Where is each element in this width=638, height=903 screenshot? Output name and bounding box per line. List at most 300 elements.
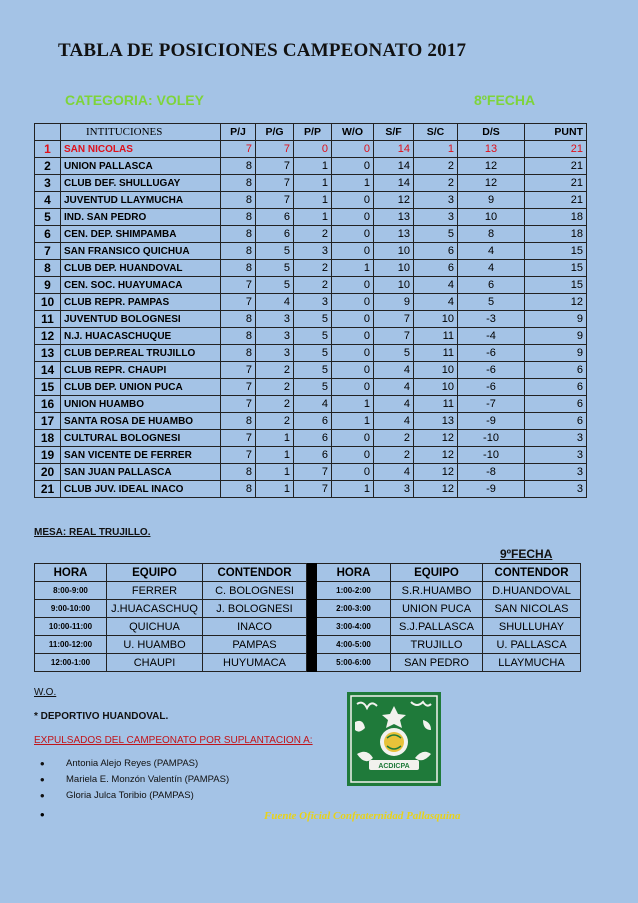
cell-rank: 10	[35, 294, 61, 311]
cell-h2: 2:00-3:00	[317, 600, 391, 618]
cell-name: CLUB JUV. IDEAL INACO	[61, 481, 221, 498]
cell-sc: 4	[414, 277, 458, 294]
logo-text: ACDICPA	[378, 763, 410, 770]
cell-sf: 4	[374, 413, 414, 430]
cell-pj: 7	[221, 379, 256, 396]
cell-sc: 1	[414, 141, 458, 158]
table-row	[35, 345, 587, 362]
header-wo: W/O	[332, 124, 374, 141]
cell-pg: 1	[256, 464, 294, 481]
cell-c1: HUYUMACA	[203, 654, 307, 672]
cell-wo: 0	[332, 192, 374, 209]
cell-sf: 4	[374, 362, 414, 379]
cell-wo: 0	[332, 345, 374, 362]
cell-pj: 7	[221, 277, 256, 294]
cell-wo: 0	[332, 447, 374, 464]
cell-ds: 13	[458, 141, 525, 158]
cell-name: UNION PALLASCA	[61, 158, 221, 175]
cell-h1: 9:00-10:00	[35, 600, 107, 618]
table-row	[35, 158, 587, 175]
cell-rank: 11	[35, 311, 61, 328]
table-row	[35, 175, 587, 192]
cell-pj: 8	[221, 243, 256, 260]
mesa-note: MESA: REAL TRUJILLO.	[34, 527, 151, 538]
cell-pj: 8	[221, 226, 256, 243]
cell-pg: 2	[256, 362, 294, 379]
cell-pts: 15	[525, 243, 587, 260]
cell-sc: 12	[414, 430, 458, 447]
cell-ds: -9	[458, 481, 525, 498]
cell-rank: 15	[35, 379, 61, 396]
cell-pts: 3	[525, 481, 587, 498]
cell-h1: 8:00-9:00	[35, 582, 107, 600]
cell-name: CEN. SOC. HUAYUMACA	[61, 277, 221, 294]
cell-c2: D.HUANDOVAL	[483, 582, 581, 600]
cell-sc: 2	[414, 175, 458, 192]
cell-pg: 7	[256, 175, 294, 192]
cell-h2: 3:00-4:00	[317, 618, 391, 636]
schedule-header-equipo: EQUIPO	[107, 564, 203, 582]
cell-wo: 0	[332, 209, 374, 226]
cell-sc: 11	[414, 328, 458, 345]
table-row	[35, 464, 587, 481]
cell-rank: 13	[35, 345, 61, 362]
cell-pts: 3	[525, 464, 587, 481]
cell-pts: 12	[525, 294, 587, 311]
cell-pj: 7	[221, 294, 256, 311]
acdicpa-logo	[347, 692, 441, 786]
cell-wo: 0	[332, 311, 374, 328]
cell-pj: 7	[221, 141, 256, 158]
cell-e1: U. HUAMBO	[107, 636, 203, 654]
cell-pp: 6	[294, 430, 332, 447]
cell-pj: 7	[221, 430, 256, 447]
cell-pts: 9	[525, 345, 587, 362]
cell-pg: 1	[256, 447, 294, 464]
cell-name: SAN FRANSICO QUICHUA	[61, 243, 221, 260]
cell-pg: 2	[256, 379, 294, 396]
cell-h1: 12:00-1:00	[35, 654, 107, 672]
cell-pg: 2	[256, 413, 294, 430]
cell-c2: LLAYMUCHA	[483, 654, 581, 672]
cell-pg: 6	[256, 226, 294, 243]
cell-rank: 9	[35, 277, 61, 294]
cell-rank: 12	[35, 328, 61, 345]
cell-name: CLUB DEF. SHULLUGAY	[61, 175, 221, 192]
cell-wo: 1	[332, 260, 374, 277]
cell-pp: 5	[294, 328, 332, 345]
cell-c1: INACO	[203, 618, 307, 636]
cell-rank: 3	[35, 175, 61, 192]
cell-name: CLUB REPR. CHAUPI	[61, 362, 221, 379]
cell-pj: 8	[221, 158, 256, 175]
cell-sc: 13	[414, 413, 458, 430]
cell-sf: 2	[374, 430, 414, 447]
cell-pts: 21	[525, 141, 587, 158]
header-sf: S/F	[374, 124, 414, 141]
cell-sc: 12	[414, 464, 458, 481]
cell-sc: 2	[414, 158, 458, 175]
cell-pg: 3	[256, 311, 294, 328]
cell-pp: 3	[294, 294, 332, 311]
table-row	[35, 413, 587, 430]
source-note: Fuente Oficial Confraternidad Pallasquina	[264, 810, 461, 822]
cell-pp: 1	[294, 209, 332, 226]
cell-sc: 10	[414, 379, 458, 396]
cell-ds: -9	[458, 413, 525, 430]
cell-wo: 0	[332, 277, 374, 294]
table-row	[35, 277, 587, 294]
cell-name: SANTA ROSA DE HUAMBO	[61, 413, 221, 430]
cell-sc: 6	[414, 260, 458, 277]
cell-wo: 0	[332, 362, 374, 379]
cell-e2: TRUJILLO	[391, 636, 483, 654]
cell-pg: 7	[256, 141, 294, 158]
cell-pj: 8	[221, 311, 256, 328]
schedule-separator	[307, 564, 317, 582]
cell-ds: -6	[458, 362, 525, 379]
cell-name: IND. SAN PEDRO	[61, 209, 221, 226]
schedule-table	[34, 563, 581, 672]
cell-pts: 3	[525, 430, 587, 447]
schedule-separator	[307, 600, 317, 618]
cell-pg: 5	[256, 260, 294, 277]
cell-sf: 12	[374, 192, 414, 209]
wo-label: W.O.	[34, 687, 57, 698]
cell-sc: 3	[414, 209, 458, 226]
cell-pj: 8	[221, 175, 256, 192]
cell-pts: 18	[525, 209, 587, 226]
cell-sc: 3	[414, 192, 458, 209]
cell-sf: 4	[374, 464, 414, 481]
cell-pj: 7	[221, 396, 256, 413]
cell-pts: 6	[525, 413, 587, 430]
table-row	[35, 243, 587, 260]
cell-wo: 0	[332, 243, 374, 260]
cell-pj: 7	[221, 362, 256, 379]
cell-pp: 1	[294, 158, 332, 175]
bullet-icon: •	[40, 807, 45, 822]
cell-ds: -10	[458, 447, 525, 464]
table-row	[35, 600, 581, 618]
cell-wo: 0	[332, 294, 374, 311]
expelled-list	[34, 758, 229, 806]
cell-wo: 1	[332, 396, 374, 413]
cell-pp: 0	[294, 141, 332, 158]
wo-team: * DEPORTIVO HUANDOVAL.	[34, 711, 169, 722]
cell-ds: 9	[458, 192, 525, 209]
cell-pp: 2	[294, 260, 332, 277]
cell-name: SAN VICENTE DE FERRER	[61, 447, 221, 464]
cell-pp: 6	[294, 413, 332, 430]
cell-pj: 8	[221, 464, 256, 481]
cell-sf: 14	[374, 175, 414, 192]
cell-pts: 9	[525, 328, 587, 345]
cell-sf: 13	[374, 209, 414, 226]
cell-ds: 10	[458, 209, 525, 226]
cell-pp: 5	[294, 345, 332, 362]
cell-ds: -10	[458, 430, 525, 447]
cell-pj: 8	[221, 481, 256, 498]
cell-e2: S.J.PALLASCA	[391, 618, 483, 636]
cell-pg: 7	[256, 158, 294, 175]
header-ds: D/S	[458, 124, 525, 141]
cell-h1: 10:00-11:00	[35, 618, 107, 636]
cell-wo: 0	[332, 141, 374, 158]
cell-pp: 2	[294, 226, 332, 243]
cell-ds: 12	[458, 158, 525, 175]
cell-rank: 20	[35, 464, 61, 481]
cell-sf: 10	[374, 260, 414, 277]
cell-c2: SHULLUHAY	[483, 618, 581, 636]
table-row	[35, 192, 587, 209]
cell-pg: 2	[256, 396, 294, 413]
table-row	[35, 362, 587, 379]
cell-pp: 2	[294, 277, 332, 294]
cell-pts: 6	[525, 379, 587, 396]
table-row	[35, 481, 587, 498]
cell-pts: 21	[525, 192, 587, 209]
schedule-separator	[307, 582, 317, 600]
cell-e1: CHAUPI	[107, 654, 203, 672]
header-institutions: INTITUCIONES	[61, 124, 221, 141]
cell-wo: 0	[332, 464, 374, 481]
cell-sf: 14	[374, 158, 414, 175]
cell-ds: 8	[458, 226, 525, 243]
cell-wo: 0	[332, 158, 374, 175]
cell-e1: FERRER	[107, 582, 203, 600]
cell-h1: 11:00-12:00	[35, 636, 107, 654]
cell-sc: 5	[414, 226, 458, 243]
schedule-header-hora-2: HORA	[317, 564, 391, 582]
cell-ds: -6	[458, 379, 525, 396]
cell-rank: 4	[35, 192, 61, 209]
cell-pg: 5	[256, 277, 294, 294]
schedule-separator	[307, 654, 317, 672]
cell-pp: 6	[294, 447, 332, 464]
cell-rank: 7	[35, 243, 61, 260]
cell-sc: 11	[414, 345, 458, 362]
cell-wo: 0	[332, 379, 374, 396]
cell-rank: 21	[35, 481, 61, 498]
cell-name: SAN JUAN PALLASCA	[61, 464, 221, 481]
cell-pp: 5	[294, 379, 332, 396]
table-row	[35, 294, 587, 311]
cell-sf: 9	[374, 294, 414, 311]
header-points: PUNT	[525, 124, 587, 141]
cell-pj: 7	[221, 447, 256, 464]
list-item: • Gloria Julca Toribio (PAMPAS)	[34, 790, 229, 806]
cell-rank: 16	[35, 396, 61, 413]
cell-e1: J.HUACASCHUQ	[107, 600, 203, 618]
cell-sc: 6	[414, 243, 458, 260]
table-row	[35, 396, 587, 413]
category-label: CATEGORIA: VOLEY	[65, 92, 204, 108]
cell-sc: 12	[414, 447, 458, 464]
cell-name: CULTURAL BOLOGNESI	[61, 430, 221, 447]
cell-pts: 21	[525, 175, 587, 192]
cell-sc: 10	[414, 362, 458, 379]
table-row	[35, 582, 581, 600]
cell-sf: 5	[374, 345, 414, 362]
cell-pg: 7	[256, 192, 294, 209]
cell-e2: SAN PEDRO	[391, 654, 483, 672]
table-row	[35, 226, 587, 243]
cell-e2: S.R.HUAMBO	[391, 582, 483, 600]
cell-pj: 8	[221, 328, 256, 345]
cell-wo: 1	[332, 413, 374, 430]
cell-ds: 12	[458, 175, 525, 192]
cell-sf: 10	[374, 277, 414, 294]
cell-sc: 12	[414, 481, 458, 498]
cell-pg: 3	[256, 345, 294, 362]
cell-name: CLUB REPR. PAMPAS	[61, 294, 221, 311]
cell-pj: 8	[221, 260, 256, 277]
schedule-header-hora: HORA	[35, 564, 107, 582]
cell-pj: 8	[221, 413, 256, 430]
table-row	[35, 447, 587, 464]
schedule-header-equipo-2: EQUIPO	[391, 564, 483, 582]
cell-rank: 17	[35, 413, 61, 430]
cell-rank: 8	[35, 260, 61, 277]
cell-e1: QUICHUA	[107, 618, 203, 636]
fecha-label: 8ºFECHA	[474, 92, 536, 108]
cell-sf: 4	[374, 379, 414, 396]
cell-pp: 4	[294, 396, 332, 413]
expelled-title: EXPULSADOS DEL CAMPEONATO POR SUPLANTACION A:	[34, 735, 313, 746]
cell-pp: 5	[294, 362, 332, 379]
table-row	[35, 379, 587, 396]
cell-sf: 2	[374, 447, 414, 464]
cell-rank: 18	[35, 430, 61, 447]
cell-h2: 1:00-2:00	[317, 582, 391, 600]
cell-c2: SAN NICOLAS	[483, 600, 581, 618]
cell-h2: 5:00-6:00	[317, 654, 391, 672]
cell-ds: 5	[458, 294, 525, 311]
table-row	[35, 654, 581, 672]
cell-rank: 6	[35, 226, 61, 243]
table-row	[35, 311, 587, 328]
cell-pp: 1	[294, 192, 332, 209]
cell-pts: 9	[525, 311, 587, 328]
table-row	[35, 209, 587, 226]
schedule-separator	[307, 618, 317, 636]
cell-ds: -3	[458, 311, 525, 328]
table-row	[35, 618, 581, 636]
cell-name: CLUB DEP. UNION PUCA	[61, 379, 221, 396]
cell-wo: 1	[332, 481, 374, 498]
cell-h2: 4:00-5:00	[317, 636, 391, 654]
cell-pts: 15	[525, 277, 587, 294]
cell-pts: 21	[525, 158, 587, 175]
cell-sf: 7	[374, 328, 414, 345]
cell-c1: PAMPAS	[203, 636, 307, 654]
standings-table	[34, 123, 587, 498]
page-title: TABLA DE POSICIONES CAMPEONATO 2017	[58, 40, 467, 61]
cell-c2: U. PALLASCA	[483, 636, 581, 654]
cell-wo: 0	[332, 226, 374, 243]
cell-sc: 10	[414, 311, 458, 328]
cell-pts: 15	[525, 260, 587, 277]
cell-rank: 5	[35, 209, 61, 226]
cell-sc: 11	[414, 396, 458, 413]
schedule-header-contendor: CONTENDOR	[203, 564, 307, 582]
cell-ds: -8	[458, 464, 525, 481]
cell-wo: 0	[332, 430, 374, 447]
cell-sc: 4	[414, 294, 458, 311]
cell-pj: 8	[221, 192, 256, 209]
schedule-header-contendor-2: CONTENDOR	[483, 564, 581, 582]
cell-name: JUVENTUD BOLOGNESI	[61, 311, 221, 328]
cell-name: UNION HUAMBO	[61, 396, 221, 413]
cell-ds: -7	[458, 396, 525, 413]
cell-pg: 4	[256, 294, 294, 311]
cell-pp: 5	[294, 311, 332, 328]
cell-name: CLUB DEP.REAL TRUJILLO	[61, 345, 221, 362]
header-sc: S/C	[414, 124, 458, 141]
table-row	[35, 328, 587, 345]
cell-e2: UNION PUCA	[391, 600, 483, 618]
cell-pj: 8	[221, 209, 256, 226]
cell-ds: 6	[458, 277, 525, 294]
cell-sf: 10	[374, 243, 414, 260]
schedule-header-row	[35, 564, 581, 582]
table-row	[35, 430, 587, 447]
schedule-separator	[307, 636, 317, 654]
cell-rank: 14	[35, 362, 61, 379]
rank-header	[35, 124, 61, 141]
cell-name: N.J. HUACASCHUQUE	[61, 328, 221, 345]
cell-pp: 7	[294, 481, 332, 498]
list-item: • Antonia Alejo Reyes (PAMPAS)	[34, 758, 229, 774]
cell-ds: -6	[458, 345, 525, 362]
header-pg: P/G	[256, 124, 294, 141]
table-row	[35, 636, 581, 654]
cell-pts: 18	[525, 226, 587, 243]
cell-pts: 6	[525, 362, 587, 379]
cell-ds: 4	[458, 260, 525, 277]
cell-pp: 7	[294, 464, 332, 481]
header-pp: P/P	[294, 124, 332, 141]
cell-pg: 3	[256, 328, 294, 345]
cell-sf: 4	[374, 396, 414, 413]
cell-ds: 4	[458, 243, 525, 260]
cell-pts: 3	[525, 447, 587, 464]
cell-name: CEN. DEP. SHIMPAMBA	[61, 226, 221, 243]
cell-sf: 3	[374, 481, 414, 498]
cell-pp: 1	[294, 175, 332, 192]
cell-sf: 7	[374, 311, 414, 328]
cell-name: JUVENTUD LLAYMUCHA	[61, 192, 221, 209]
cell-rank: 19	[35, 447, 61, 464]
table-row	[35, 141, 587, 158]
cell-rank: 1	[35, 141, 61, 158]
cell-sf: 14	[374, 141, 414, 158]
cell-wo: 1	[332, 175, 374, 192]
cell-rank: 2	[35, 158, 61, 175]
cell-pg: 1	[256, 430, 294, 447]
cell-sf: 13	[374, 226, 414, 243]
cell-pg: 5	[256, 243, 294, 260]
cell-wo: 0	[332, 328, 374, 345]
header-pj: P/J	[221, 124, 256, 141]
next-fecha-label: 9ºFECHA	[500, 547, 553, 561]
list-item: • Mariela E. Monzón Valentín (PAMPAS)	[34, 774, 229, 790]
cell-pj: 8	[221, 345, 256, 362]
cell-pp: 3	[294, 243, 332, 260]
cell-name: CLUB DEP. HUANDOVAL	[61, 260, 221, 277]
cell-pg: 6	[256, 209, 294, 226]
